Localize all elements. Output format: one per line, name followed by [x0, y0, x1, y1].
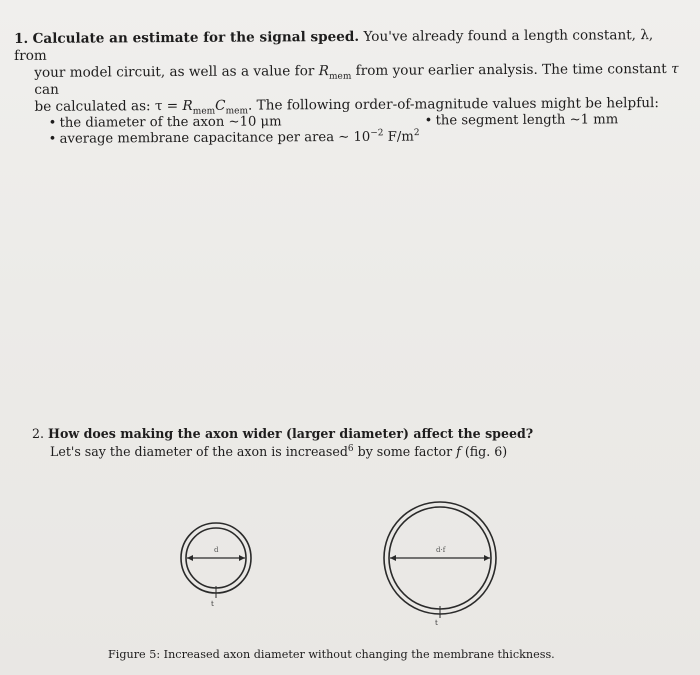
bullet-dot-icon: • — [424, 113, 433, 129]
question-1-heading: Calculate an estimate for the signal speed. — [32, 28, 360, 47]
question-2-text: Let's say the diameter of the axon is increased — [50, 444, 348, 459]
factor-symbol: f — [456, 444, 461, 459]
question-2-number: 2. — [32, 426, 45, 441]
bullet-item-segment-length — [425, 112, 619, 129]
small-axon-cross-section — [181, 523, 251, 608]
question-2-text: (fig. 6) — [460, 444, 508, 459]
bullet-text: the segment length ~1 mm — [435, 112, 619, 129]
question-1 — [14, 27, 685, 148]
question-1-line-2 — [34, 61, 684, 99]
cmem-subscript: mem — [225, 106, 249, 117]
rmem-subscript: mem — [328, 71, 352, 82]
bullet-text: average membrane capacitance per area ~ 10 — [59, 129, 371, 147]
small-thickness-label: t — [211, 600, 214, 608]
question-2 — [32, 425, 672, 461]
capacitance-exponent: −2 — [370, 128, 384, 139]
question-2-line-2 — [50, 443, 672, 461]
rmem-symbol: R — [182, 97, 193, 114]
rmem-symbol: R — [318, 63, 329, 80]
question-1-text: your model circuit, as well as a value for — [34, 63, 319, 81]
figure-caption: Figure 5: Increased axon diameter without changing the membrane thickness. — [108, 648, 555, 661]
question-2-heading: How does making the axon wider (larger diameter) affect the speed? — [48, 426, 534, 441]
question-2-line-1 — [32, 425, 672, 443]
axon-diagram — [160, 494, 520, 629]
bullet-dot-icon: • — [48, 115, 57, 131]
large-axon-cross-section — [384, 502, 496, 627]
question-1-line-1-text: You've already found a length constant, λ, from — [14, 27, 654, 64]
question-1-formula-lhs: be calculated as: τ = — [34, 97, 183, 115]
question-2-text: by some factor — [353, 444, 457, 459]
question-1-number: 1. — [14, 30, 29, 47]
question-1-text: can — [34, 81, 59, 98]
question-1-line-1 — [14, 27, 684, 65]
bullet-dot-icon: • — [48, 131, 57, 147]
large-diameter-label: d·f — [436, 546, 446, 554]
rmem-subscript: mem — [192, 106, 216, 117]
tau-symbol: τ — [670, 60, 679, 77]
bullet-item-axon-diameter — [49, 114, 282, 131]
bullet-text: the diameter of the axon ~10 μm — [59, 114, 282, 131]
capacitance-unit: F/m — [383, 129, 414, 145]
bullet-row-2 — [49, 128, 685, 148]
large-thickness-label: t — [435, 619, 438, 627]
footnote-marker: 6 — [347, 443, 354, 454]
bullet-item-capacitance — [49, 130, 420, 148]
question-1-text: . The following order-of-magnitude values might be helpful: — [247, 95, 659, 114]
axon-diameter-figure — [160, 494, 520, 629]
capacitance-unit-exponent: 2 — [413, 128, 420, 139]
cmem-symbol: C — [215, 97, 226, 114]
small-diameter-label: d — [214, 546, 219, 554]
question-1-text: from your earlier analysis. The time constant — [351, 60, 672, 79]
